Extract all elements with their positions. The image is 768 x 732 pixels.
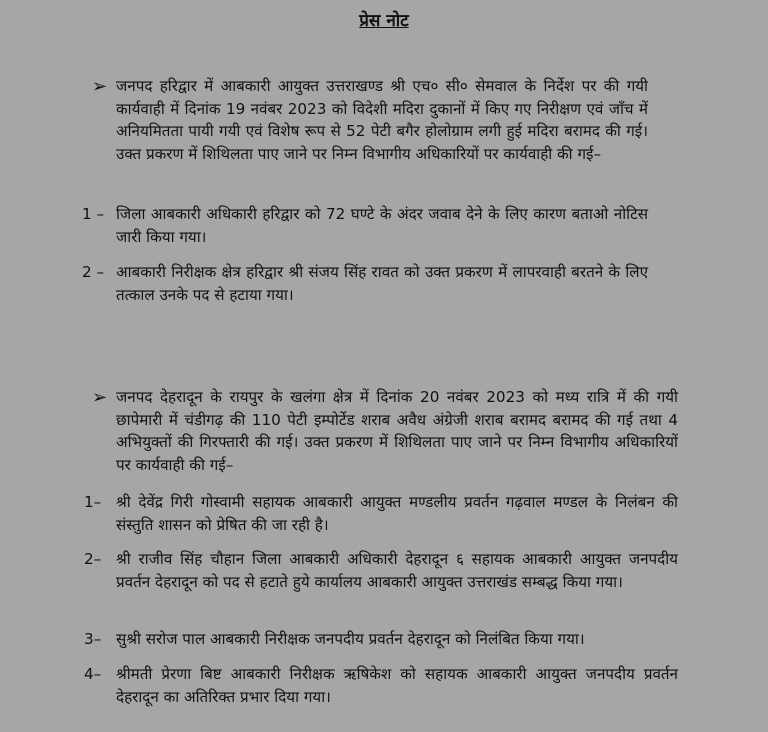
bullet-arrow-icon: ➢ <box>92 76 108 97</box>
section2-item-number: 2– <box>84 550 102 568</box>
section1-item: आबकारी निरीक्षक क्षेत्र हरिद्वार श्री संजय सिंह रावत को उक्त प्रकरण में लापरवाही बरतने के लिए तत्काल उनके पद से हटाया गया। <box>116 263 648 304</box>
section2-item: सुश्री सरोज पाल आबकारी निरीक्षक जनपदीय प्रवर्तन देहरादून को निलंबित किया गया। <box>116 630 585 648</box>
bullet-arrow-icon: ➢ <box>92 387 108 408</box>
section2-item-number: 3– <box>84 630 102 648</box>
section1-intro: जनपद हरिद्वार में आबकारी आयुक्त उत्तराखण्ड श्री एच० सी० सेमवाल के निर्देश पर की गयी कार्यवाही में दिनांक 19 नवंबर 2023 को विदेशी मदिरा दुकानों में किए गए निरीक्षण एवं जाँच में अनियमितता पायी गयी एवं विशेष रूप से 52 पेटी बगैर होलोग्राम लगी हुई मदिरा बरामद की गई। उक्त प्रकरण में शिथिलता पाए जाने पर निम्न विभागीय अधिकारियों पर कार्यवाही की गई– <box>116 77 648 163</box>
title-text: प्रेस नोट <box>359 11 409 31</box>
section1-item-number: 2 – <box>82 263 105 281</box>
section2-item: श्री राजीव सिंह चौहान जिला आबकारी अधिकारी देहरादून ६ सहायक आबकारी आयुक्त जनपदीय प्रवर्तन देहरादून को पद से हटाते हुये कार्यालय आबकारी आयुक्त उत्तराखंड सम्बद्ध किया गया। <box>116 550 678 591</box>
section1-item-number: 1 – <box>82 205 105 223</box>
section2-item-number: 4– <box>84 665 102 683</box>
section2-item: श्री देवेंद्र गिरी गोस्वामी सहायक आबकारी आयुक्त मण्डलीय प्रवर्तन गढ़वाल मण्डल के निलंबन की संस्तुति शासन को प्रेषित की जा रही है। <box>116 493 678 534</box>
section2-item-number: 1– <box>84 493 102 511</box>
section2-intro: जनपद देहरादून के रायपुर के खलंगा क्षेत्र में दिनांक 20 नवंबर 2023 को मध्य रात्रि में की गयी छापेमारी में चंडीगढ़ की 110 पेटी इम्पोर्टेड शराब अवैध अंग्रेजी शराब बरामद बरामद की गई तथा 4 अभियुक्तों की गिरफ्तारी की गई। उक्त प्रकरण में शिथिलता पाए जाने पर निम्न विभागीय अधिकारियों पर कार्यवाही की गई– <box>116 388 678 474</box>
page-title <box>0 8 768 31</box>
section2-item: श्रीमती प्रेरणा बिष्ट आबकारी निरीक्षक ऋषिकेश को सहायक आबकारी आयुक्त जनपदीय प्रवर्तन देहरादून का अतिरिक्त प्रभार दिया गया। <box>116 665 678 706</box>
section1-item: जिला आबकारी अधिकारी हरिद्वार को 72 घण्टे के अंदर जवाब देने के लिए कारण बताओ नोटिस जारी किया गया। <box>116 205 648 246</box>
